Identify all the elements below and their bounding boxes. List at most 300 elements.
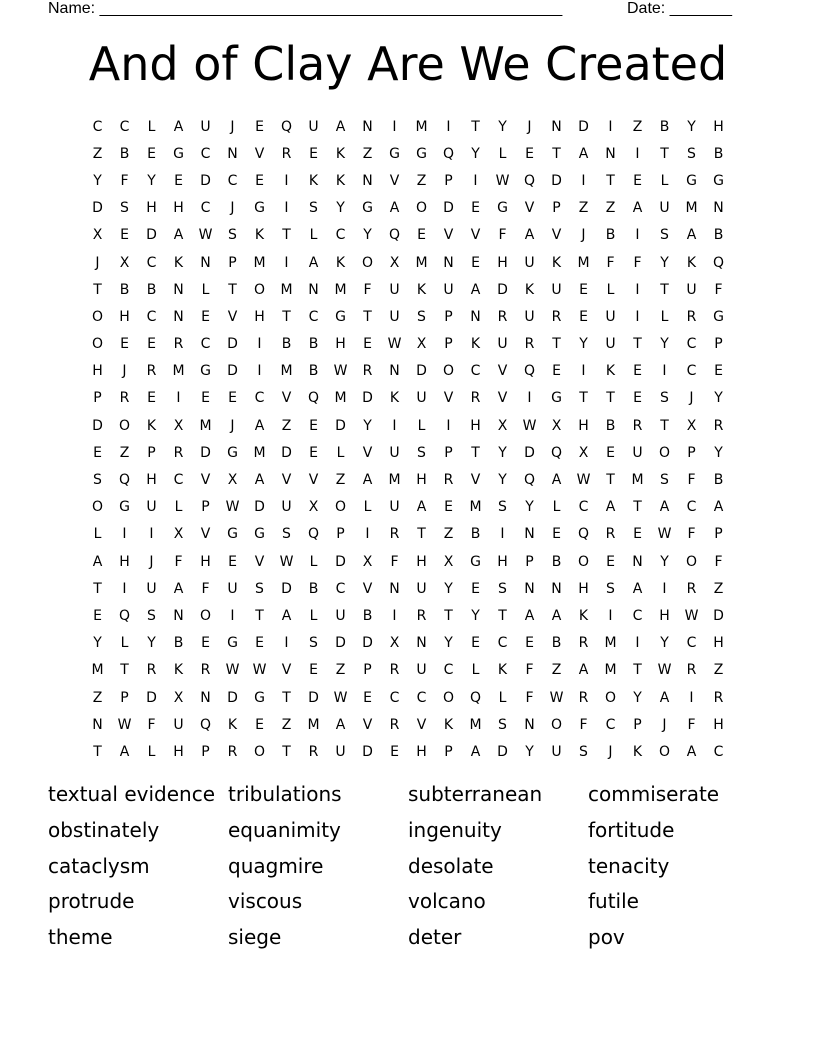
grid-letter: L bbox=[660, 308, 669, 325]
grid-letter: A bbox=[659, 689, 670, 706]
grid-letter: H bbox=[335, 336, 346, 353]
grid-letter: P bbox=[201, 743, 210, 760]
grid-letter: G bbox=[227, 526, 238, 543]
grid-letter: X bbox=[92, 227, 103, 244]
grid-letter: E bbox=[228, 553, 237, 570]
grid-letter: C bbox=[200, 336, 211, 353]
grid-letter: Z bbox=[335, 472, 346, 489]
grid-letter: W bbox=[252, 662, 267, 679]
grid-letter: A bbox=[92, 553, 103, 570]
grid-letter: R bbox=[146, 363, 157, 380]
grid-letter: D bbox=[362, 390, 373, 407]
grid-letter: T bbox=[498, 607, 507, 624]
grid-letter: U bbox=[605, 336, 616, 353]
grid-letter: I bbox=[284, 635, 289, 652]
grid-letter: M bbox=[307, 716, 320, 733]
grid-letter: U bbox=[416, 390, 427, 407]
grid-letter: S bbox=[417, 444, 426, 461]
grid-letter: Y bbox=[93, 172, 102, 189]
grid-letter: K bbox=[227, 716, 238, 733]
grid-letter: R bbox=[605, 526, 616, 543]
grid-letter: O bbox=[361, 254, 374, 271]
grid-letter: A bbox=[335, 716, 346, 733]
grid-letter: R bbox=[524, 336, 535, 353]
grid-letter: B bbox=[146, 281, 157, 298]
grid-letter: Z bbox=[632, 118, 643, 135]
grid-letter: C bbox=[686, 635, 697, 652]
grid-letter: F bbox=[687, 526, 696, 543]
grid-letter: G bbox=[416, 145, 427, 162]
grid-letter: T bbox=[282, 227, 291, 244]
grid-letter: R bbox=[578, 689, 589, 706]
word-bank-item: desolate bbox=[408, 853, 494, 878]
grid-letter: Q bbox=[550, 444, 563, 461]
grid-letter: C bbox=[605, 716, 616, 733]
grid-letter: W bbox=[522, 417, 537, 434]
grid-letter: K bbox=[389, 390, 400, 407]
grid-letter: J bbox=[608, 743, 613, 760]
grid-letter: E bbox=[390, 743, 399, 760]
grid-letter: U bbox=[173, 716, 184, 733]
grid-letter: F bbox=[579, 716, 588, 733]
grid-letter: Z bbox=[119, 444, 130, 461]
grid-letter: R bbox=[200, 662, 211, 679]
word-bank-item: viscous bbox=[228, 889, 303, 914]
grid-letter: V bbox=[416, 716, 427, 733]
grid-letter: N bbox=[524, 716, 535, 733]
grid-letter: M bbox=[199, 417, 212, 434]
grid-letter: T bbox=[444, 607, 453, 624]
grid-letter: M bbox=[604, 635, 617, 652]
grid-letter: Z bbox=[605, 200, 616, 217]
grid-letter: A bbox=[254, 417, 265, 434]
grid-letter: C bbox=[146, 254, 157, 271]
grid-letter: U bbox=[308, 118, 319, 135]
grid-letter: E bbox=[120, 227, 129, 244]
grid-letter: R bbox=[686, 662, 697, 679]
grid-letter: H bbox=[497, 553, 508, 570]
grid-row bbox=[84, 358, 732, 385]
grid-letter: S bbox=[498, 716, 507, 733]
grid-letter: U bbox=[659, 200, 670, 217]
grid-letter: Q bbox=[523, 172, 536, 189]
grid-letter: D bbox=[200, 444, 211, 461]
grid-letter: D bbox=[254, 499, 265, 516]
grid-letter: D bbox=[416, 363, 427, 380]
grid-letter: M bbox=[253, 444, 266, 461]
grid-letter: E bbox=[552, 526, 561, 543]
grid-letter: E bbox=[471, 635, 480, 652]
grid-letter: E bbox=[309, 662, 318, 679]
grid-letter: C bbox=[416, 689, 427, 706]
grid-letter: C bbox=[173, 472, 184, 489]
grid-letter: C bbox=[497, 635, 508, 652]
grid-letter: U bbox=[227, 580, 238, 597]
grid-letter: L bbox=[498, 689, 507, 706]
grid-letter: C bbox=[146, 308, 157, 325]
grid-letter: X bbox=[119, 254, 130, 271]
grid-letter: U bbox=[686, 281, 697, 298]
grid-letter: H bbox=[713, 716, 724, 733]
grid-letter: G bbox=[470, 553, 481, 570]
grid-letter: Y bbox=[660, 254, 669, 271]
grid-letter: W bbox=[333, 363, 348, 380]
grid-letter: V bbox=[254, 553, 265, 570]
grid-letter: H bbox=[173, 200, 184, 217]
grid-letter: F bbox=[687, 716, 696, 733]
grid-letter: V bbox=[281, 662, 292, 679]
grid-letter: Y bbox=[660, 336, 669, 353]
grid-letter: V bbox=[281, 390, 292, 407]
grid-letter: M bbox=[577, 254, 590, 271]
grid-letter: T bbox=[282, 308, 291, 325]
grid-letter: V bbox=[497, 390, 508, 407]
grid-letter: C bbox=[632, 607, 643, 624]
grid-letter: I bbox=[608, 118, 613, 135]
grid-letter: U bbox=[524, 308, 535, 325]
grid-letter: I bbox=[662, 580, 667, 597]
grid-letter: U bbox=[389, 499, 400, 516]
grid-letter: L bbox=[147, 743, 156, 760]
grid-letter: K bbox=[497, 662, 508, 679]
grid-letter: D bbox=[362, 635, 373, 652]
word-bank-item: obstinately bbox=[48, 817, 160, 842]
grid-letter: K bbox=[173, 254, 184, 271]
grid-letter: E bbox=[579, 308, 588, 325]
word-bank-item: siege bbox=[228, 925, 282, 950]
grid-letter: D bbox=[92, 200, 103, 217]
grid-letter: Z bbox=[443, 526, 454, 543]
grid-letter: U bbox=[335, 607, 346, 624]
grid-letter: P bbox=[201, 499, 210, 516]
grid-letter: I bbox=[473, 172, 478, 189]
grid-letter: X bbox=[173, 689, 184, 706]
grid-letter: O bbox=[604, 689, 617, 706]
grid-letter: X bbox=[551, 417, 562, 434]
grid-letter: K bbox=[335, 254, 346, 271]
grid-letter: H bbox=[713, 118, 724, 135]
grid-letter: D bbox=[200, 172, 211, 189]
grid-letter: P bbox=[444, 172, 453, 189]
grid-letter: T bbox=[255, 607, 264, 624]
grid-letter: B bbox=[470, 526, 481, 543]
grid-letter: D bbox=[713, 607, 724, 624]
grid-letter: H bbox=[416, 472, 427, 489]
grid-letter: N bbox=[200, 254, 211, 271]
grid-letter: M bbox=[334, 390, 347, 407]
grid-letter: T bbox=[93, 580, 102, 597]
grid-letter: Q bbox=[523, 363, 536, 380]
grid-letter: B bbox=[605, 227, 616, 244]
grid-letter: D bbox=[497, 743, 508, 760]
grid-row bbox=[84, 521, 732, 548]
grid-letter: L bbox=[174, 499, 183, 516]
grid-letter: M bbox=[685, 200, 698, 217]
grid-letter: I bbox=[446, 417, 451, 434]
grid-letter: J bbox=[527, 118, 532, 135]
grid-letter: K bbox=[551, 254, 562, 271]
grid-letter: I bbox=[635, 145, 640, 162]
grid-letter: U bbox=[200, 118, 211, 135]
word-bank-item: tenacity bbox=[588, 853, 670, 878]
grid-letter: O bbox=[577, 553, 590, 570]
grid-letter: I bbox=[284, 172, 289, 189]
grid-letter: K bbox=[470, 336, 481, 353]
grid-letter: O bbox=[658, 444, 671, 461]
grid-letter: U bbox=[524, 254, 535, 271]
grid-letter: Q bbox=[199, 716, 212, 733]
grid-letter: P bbox=[444, 336, 453, 353]
grid-row bbox=[84, 684, 732, 711]
grid-letter: A bbox=[713, 499, 724, 516]
grid-letter: W bbox=[279, 553, 294, 570]
grid-letter: I bbox=[365, 526, 370, 543]
grid-letter: Y bbox=[633, 689, 642, 706]
grid-letter: T bbox=[606, 172, 615, 189]
grid-letter: I bbox=[149, 526, 154, 543]
word-bank-item: commiserate bbox=[588, 782, 720, 806]
grid-letter: Z bbox=[713, 580, 724, 597]
grid-letter: W bbox=[576, 472, 591, 489]
grid-letter: L bbox=[606, 281, 615, 298]
grid-letter: U bbox=[389, 444, 400, 461]
grid-letter: Y bbox=[336, 200, 345, 217]
grid-letter: M bbox=[604, 662, 617, 679]
grid-letter: A bbox=[632, 580, 643, 597]
grid-letter: R bbox=[443, 472, 454, 489]
grid-letter: E bbox=[147, 390, 156, 407]
grid-letter: V bbox=[470, 227, 481, 244]
grid-letter: Y bbox=[471, 145, 480, 162]
grid-letter: G bbox=[686, 172, 697, 189]
grid-letter: C bbox=[119, 118, 130, 135]
grid-letter: B bbox=[551, 635, 562, 652]
grid-letter: I bbox=[284, 200, 289, 217]
grid-letter: D bbox=[146, 689, 157, 706]
grid-letter: A bbox=[281, 607, 292, 624]
grid-letter: T bbox=[552, 336, 561, 353]
grid-letter: H bbox=[200, 553, 211, 570]
grid-letter: C bbox=[308, 308, 319, 325]
grid-letter: P bbox=[714, 336, 723, 353]
grid-letter: Y bbox=[498, 444, 507, 461]
grid-letter: A bbox=[470, 281, 481, 298]
grid-letter: J bbox=[581, 227, 586, 244]
grid-letter: O bbox=[442, 363, 455, 380]
grid-letter: P bbox=[93, 390, 102, 407]
grid-letter: Y bbox=[93, 635, 102, 652]
grid-letter: A bbox=[551, 472, 562, 489]
grid-letter: E bbox=[606, 553, 615, 570]
grid-letter: C bbox=[470, 363, 481, 380]
grid-letter: Y bbox=[660, 635, 669, 652]
grid-letter: Y bbox=[714, 390, 723, 407]
grid-letter: N bbox=[362, 118, 373, 135]
grid-letter: O bbox=[253, 743, 266, 760]
grid-letter: E bbox=[525, 145, 534, 162]
grid-letter: G bbox=[713, 308, 724, 325]
grid-letter: S bbox=[255, 580, 264, 597]
grid-row bbox=[84, 113, 732, 140]
grid-letter: R bbox=[686, 580, 697, 597]
grid-letter: F bbox=[498, 227, 507, 244]
grid-letter: U bbox=[389, 281, 400, 298]
grid-letter: A bbox=[686, 743, 697, 760]
grid-letter: U bbox=[605, 308, 616, 325]
grid-letter: X bbox=[389, 254, 400, 271]
grid-letter: L bbox=[498, 145, 507, 162]
grid-letter: F bbox=[120, 172, 129, 189]
grid-letter: J bbox=[689, 390, 694, 407]
grid-letter: N bbox=[227, 145, 238, 162]
grid-letter: R bbox=[146, 662, 157, 679]
grid-letter: T bbox=[93, 281, 102, 298]
grid-row bbox=[84, 249, 732, 276]
grid-letter: U bbox=[443, 281, 454, 298]
word-bank-item: volcano bbox=[408, 889, 486, 914]
date-field-label: Date: _______ bbox=[627, 0, 732, 17]
grid-letter: G bbox=[200, 363, 211, 380]
grid-letter: Q bbox=[712, 254, 725, 271]
grid-letter: M bbox=[631, 472, 644, 489]
grid-letter: S bbox=[93, 472, 102, 489]
grid-letter: C bbox=[227, 172, 238, 189]
grid-letter: E bbox=[444, 499, 453, 516]
grid-row bbox=[84, 385, 732, 412]
grid-letter: H bbox=[470, 417, 481, 434]
grid-letter: V bbox=[362, 580, 373, 597]
grid-letter: D bbox=[92, 417, 103, 434]
grid-letter: T bbox=[660, 145, 669, 162]
grid-letter: E bbox=[579, 281, 588, 298]
grid-letter: G bbox=[173, 145, 184, 162]
grid-letter: E bbox=[309, 444, 318, 461]
grid-letter: V bbox=[362, 444, 373, 461]
grid-letter: Y bbox=[147, 172, 156, 189]
grid-letter: S bbox=[687, 145, 696, 162]
grid-letter: A bbox=[335, 118, 346, 135]
grid-row bbox=[84, 195, 732, 222]
grid-letter: D bbox=[227, 336, 238, 353]
grid-letter: H bbox=[119, 553, 130, 570]
grid-row bbox=[84, 630, 732, 657]
grid-letter: D bbox=[551, 172, 562, 189]
worksheet-header bbox=[0, 0, 816, 20]
grid-letter: T bbox=[228, 281, 237, 298]
word-bank-item: deter bbox=[408, 925, 462, 950]
grid-letter: R bbox=[389, 526, 400, 543]
grid-letter: N bbox=[389, 580, 400, 597]
grid-letter: I bbox=[230, 607, 235, 624]
grid-letter: L bbox=[660, 172, 669, 189]
grid-letter: N bbox=[551, 118, 562, 135]
grid-letter: I bbox=[257, 363, 262, 380]
grid-letter: V bbox=[254, 145, 265, 162]
grid-letter: R bbox=[119, 390, 130, 407]
grid-letter: C bbox=[254, 390, 265, 407]
grid-letter: L bbox=[201, 281, 210, 298]
grid-letter: X bbox=[227, 472, 238, 489]
grid-letter: M bbox=[415, 254, 428, 271]
grid-letter: E bbox=[363, 689, 372, 706]
grid-letter: J bbox=[230, 417, 235, 434]
grid-letter: K bbox=[254, 227, 265, 244]
word-bank-item: futile bbox=[588, 889, 639, 914]
grid-letter: P bbox=[147, 444, 156, 461]
grid-letter: E bbox=[633, 363, 642, 380]
grid-letter: Z bbox=[551, 662, 562, 679]
grid-letter: X bbox=[686, 417, 697, 434]
grid-letter: I bbox=[392, 607, 397, 624]
grid-letter: A bbox=[470, 743, 481, 760]
grid-letter: Q bbox=[307, 390, 320, 407]
grid-letter: Y bbox=[363, 417, 372, 434]
grid-letter: E bbox=[363, 336, 372, 353]
grid-letter: E bbox=[201, 308, 210, 325]
grid-letter: L bbox=[336, 444, 345, 461]
word-search-grid bbox=[84, 113, 732, 766]
grid-letter: E bbox=[471, 580, 480, 597]
grid-letter: E bbox=[255, 635, 264, 652]
grid-letter: X bbox=[362, 553, 373, 570]
grid-letter: A bbox=[524, 227, 535, 244]
grid-letter: I bbox=[392, 417, 397, 434]
grid-letter: H bbox=[254, 308, 265, 325]
grid-letter: W bbox=[657, 662, 672, 679]
grid-letter: M bbox=[469, 716, 482, 733]
grid-letter: H bbox=[92, 363, 103, 380]
grid-letter: B bbox=[713, 145, 724, 162]
grid-letter: U bbox=[281, 499, 292, 516]
grid-letter: Y bbox=[471, 607, 480, 624]
grid-letter: H bbox=[146, 472, 157, 489]
grid-letter: I bbox=[122, 526, 127, 543]
grid-letter: O bbox=[253, 281, 266, 298]
grid-letter: K bbox=[146, 417, 157, 434]
grid-letter: D bbox=[335, 553, 346, 570]
grid-letter: E bbox=[255, 118, 264, 135]
grid-letter: R bbox=[713, 689, 724, 706]
grid-letter: D bbox=[146, 227, 157, 244]
grid-letter: A bbox=[254, 472, 265, 489]
grid-letter: V bbox=[551, 227, 562, 244]
grid-letter: C bbox=[713, 743, 724, 760]
grid-letter: U bbox=[146, 580, 157, 597]
grid-letter: I bbox=[392, 118, 397, 135]
grid-letter: E bbox=[633, 390, 642, 407]
grid-letter: B bbox=[308, 336, 319, 353]
grid-letter: I bbox=[635, 635, 640, 652]
grid-letter: L bbox=[471, 662, 480, 679]
grid-letter: X bbox=[173, 417, 184, 434]
grid-row bbox=[84, 412, 732, 439]
grid-letter: U bbox=[335, 743, 346, 760]
grid-letter: U bbox=[146, 499, 157, 516]
grid-letter: Y bbox=[525, 499, 534, 516]
grid-letter: G bbox=[254, 526, 265, 543]
grid-row bbox=[84, 575, 732, 602]
grid-letter: C bbox=[686, 363, 697, 380]
grid-letter: F bbox=[714, 553, 723, 570]
grid-letter: R bbox=[173, 444, 184, 461]
grid-row bbox=[84, 331, 732, 358]
grid-letter: K bbox=[335, 145, 346, 162]
grid-letter: A bbox=[551, 607, 562, 624]
grid-letter: L bbox=[120, 635, 129, 652]
grid-letter: Z bbox=[92, 689, 103, 706]
grid-letter: H bbox=[578, 417, 589, 434]
grid-letter: T bbox=[417, 526, 426, 543]
